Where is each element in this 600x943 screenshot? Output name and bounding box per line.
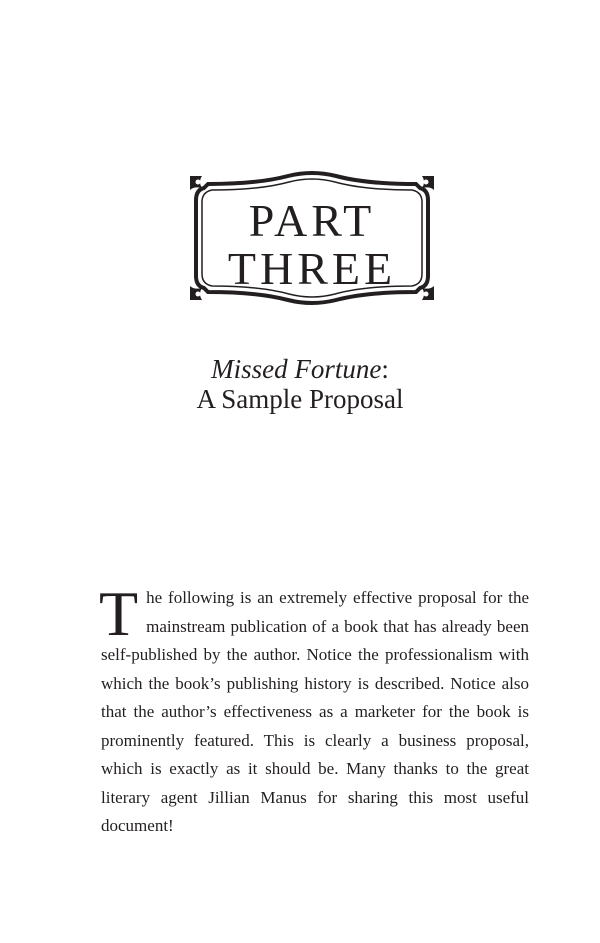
section-title-colon: :: [381, 354, 389, 384]
part-heading-frame: [188, 170, 436, 306]
section-title-italic: Missed Fortune: [211, 354, 382, 384]
intro-paragraph: [99, 578, 529, 841]
section-title: [0, 354, 600, 384]
section-subtitle: A Sample Proposal: [196, 384, 404, 414]
part-number: THREE: [227, 243, 397, 294]
part-label: PART: [248, 195, 376, 246]
drop-cap: T: [99, 578, 139, 649]
intro-paragraph-text: he following is an extremely effective proposal for the mainstream publication of a book that has already been self-published by the author. Notice the professionalism with which the book’s publishing history is described. Notice also that the author’s effectiveness as a marketer for the book is prominently featured. This is clearly a business proposal, which is exactly as it should be. Many thanks to the great literary agent Jillian Manus for sharing this most useful document!: [101, 588, 529, 835]
